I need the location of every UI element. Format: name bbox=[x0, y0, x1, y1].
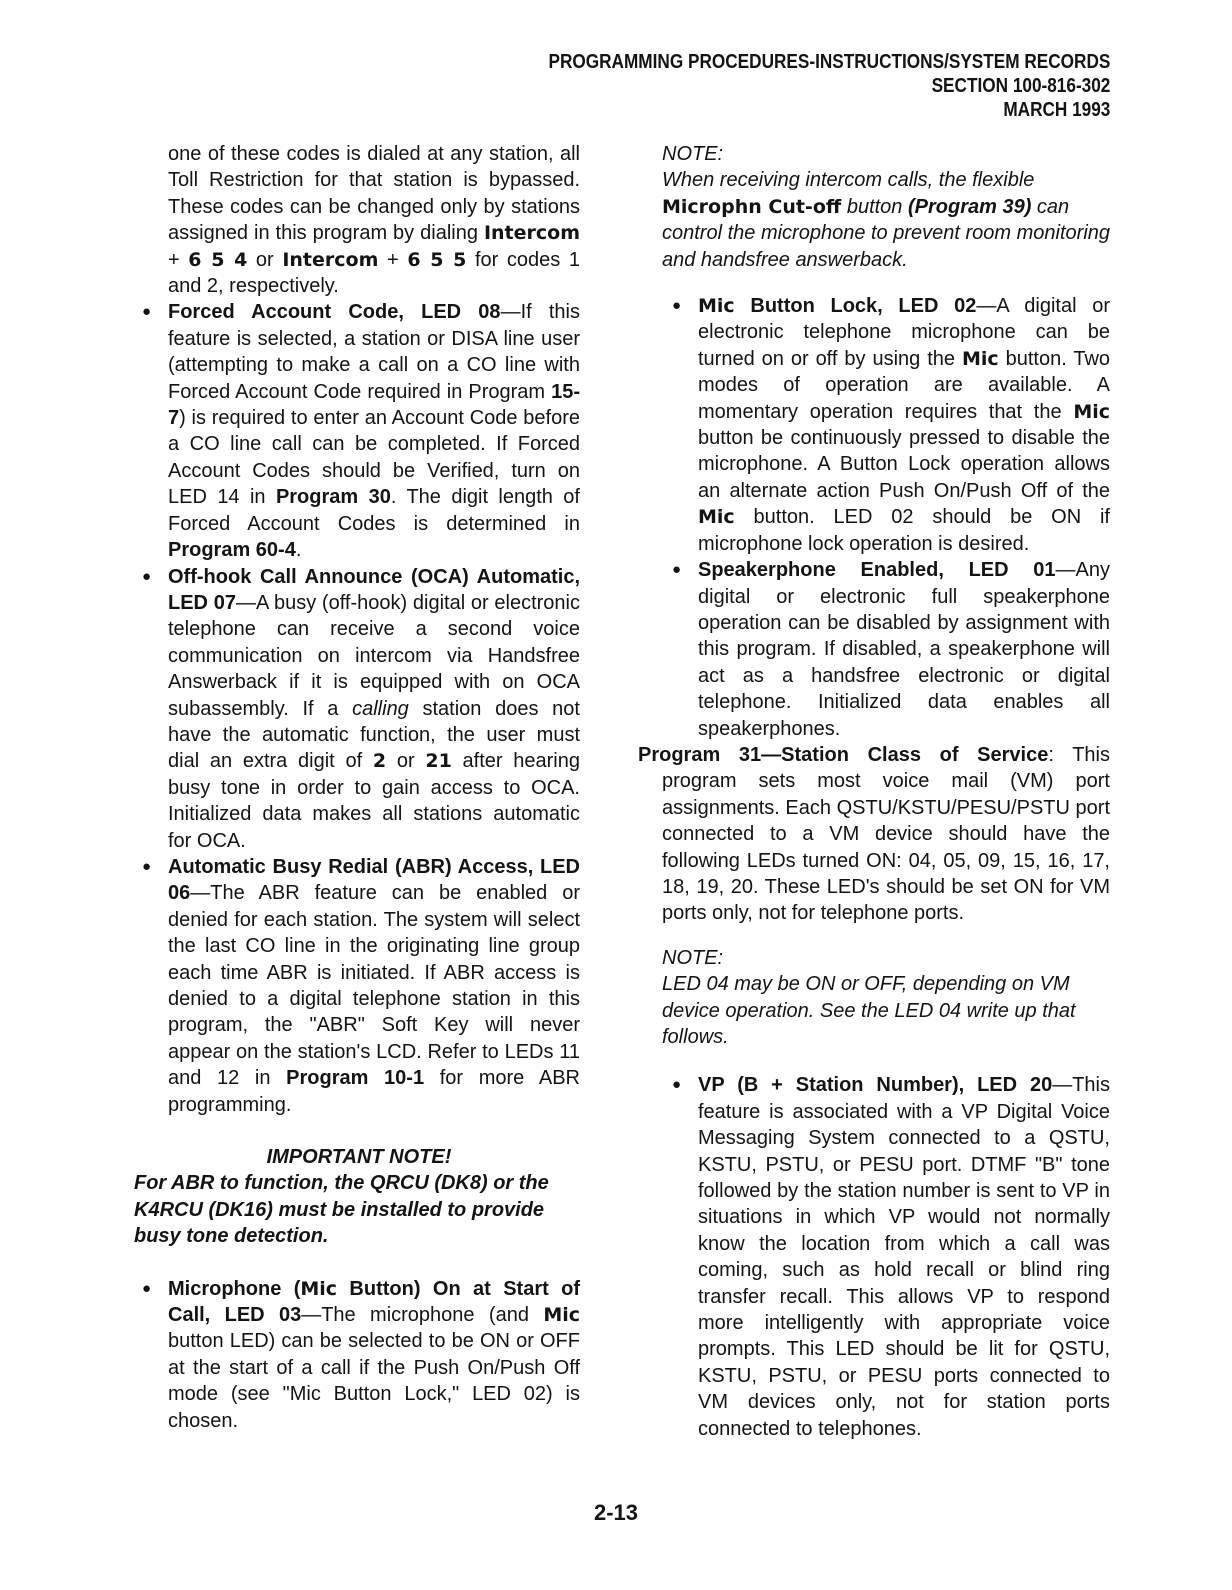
bullet-forced-account-code: ● Forced Account Code, LED 08—If this feature is selected, a station or DISA line user (attempting to make a call on a CO line with Forced Account Code required in Program 15-7) is required to enter an Account Code before a CO line call can be completed. If Forced Account Codes should be Verified, turn on LED 14 in Program 30. The digit length of Forced Account Codes is determined in Program 60-4. bbox=[138, 299, 580, 563]
note-label: NOTE: bbox=[662, 143, 724, 165]
program-31-paragraph: Program 31—Station Class of Service: This program sets most voice mail (VM) port assignments. Each QSTU/KSTU/PESU/PSTU port connected to a VM device should have the following LEDs turned ON: 04, 05, 09, 15, 16, 17, 18, 19, 20. These LED's should be set ON for VM ports only, not for telephone ports. bbox=[638, 743, 1110, 925]
header-section: SECTION 100-816-302 bbox=[931, 75, 1110, 97]
header-title: PROGRAMMING PROCEDURES-INSTRUCTIONS/SYSTEM RECORDS bbox=[548, 51, 1110, 73]
important-note-title: IMPORTANT NOTE! bbox=[266, 1146, 452, 1169]
bullet-abr-access: ● Automatic Busy Redial (ABR) Access, LED 06—The ABR feature can be enabled or denied for each station. The system will select the last CO line in the originating line group each time ABR is initiated. If ABR access is denied to a digital telephone station in this program, the "ABR" Soft Key will never appear on the station's LCD. Refer to LEDs 11 and 12 in Program 10-1 for more ABR programming. bbox=[138, 854, 580, 1118]
note-microphone-cutoff: NOTE: When receiving intercom calls, the flexible Microphn Cut-off button (Program 39) can control the microphone to prevent room monitoring and handsfree answerback. bbox=[662, 143, 1111, 271]
intro-paragraph: one of these codes is dialed at any station, all Toll Restriction for that station is bypassed. These codes can be changed only by stations assigned in this program by dialing Intercom + 6 5 4 or Intercom + 6 5 5 for codes 1 and 2, respectively. bbox=[168, 143, 581, 298]
important-note-body: For ABR to function, the QRCU (DK8) or the K4RCU (DK16) must be installed to provide busy tone detection. bbox=[134, 1172, 549, 1248]
bullet-speakerphone-enabled: ● Speakerphone Enabled, LED 01—Any digital or electronic full speakerphone operation can be disabled by assignment with this program. If disabled, a speakerphone will act as a handsfree electronic or digital telephone. Initialized data enables all speakerphones. bbox=[668, 557, 1110, 742]
note-led-04: NOTE: LED 04 may be ON or OFF, depending on VM device operation. See the LED 04 write up that follows. bbox=[638, 945, 1110, 1051]
page-number: 2-13 bbox=[593, 1500, 639, 1525]
page-header bbox=[548, 50, 1110, 122]
bullet-microphone-on-start: ● Microphone (Mic Button) On at Start of Call, LED 03—The microphone (and Mic button LED) can be selected to be ON or OFF at the start of a call if the Push On/Push Off mode (see "Mic Button Lock," LED 02) is chosen. bbox=[138, 1276, 580, 1434]
bullet-mic-button-lock: ● Mic Button Lock, LED 02—A digital or electronic telephone microphone can be turned on or off by using the Mic button. Two modes of operation are available. A momentary operation requires that the Mic button be continuously pressed to disable the microphone. A Button Lock operation allows an alternate action Push On/Push Off of the Mic button. LED 02 should be ON if microphone lock operation is desired. bbox=[668, 293, 1110, 557]
left-column bbox=[134, 141, 581, 1434]
right-column bbox=[638, 141, 1110, 1442]
note-label: NOTE: bbox=[662, 946, 724, 969]
bullet-oca-automatic: ● Off-hook Call Announce (OCA) Automatic, LED 07—A busy (off-hook) digital or electronic telephone can receive a second voice communication on intercom via Handsfree Answerback if it is equipped with on OCA subassembly. If a calling station does not have the automatic function, the user must dial an extra digit of 2 or 21 after hearing busy tone in order to gain access to OCA. Initialized data makes all stations automatic for OCA. bbox=[138, 564, 580, 854]
bullet-vp-station-number: ● VP (B + Station Number), LED 20—This feature is associated with a VP Digital Voice Messaging System connected to a QSTU, KSTU, PSTU, or PESU port. DTMF "B" tone followed by the station number is sent to VP in situations in which VP would not normally know the location from which a call was coming, such as hold recall or blind ring transfer recall. This allows VP to respond more intelligently with appropriate voice prompts. This LED should be lit for QSTU, KSTU, PSTU, or PESU ports connected to VM devices only, not for station ports connected to telephones. bbox=[668, 1072, 1110, 1442]
header-date: MARCH 1993 bbox=[1002, 99, 1110, 121]
